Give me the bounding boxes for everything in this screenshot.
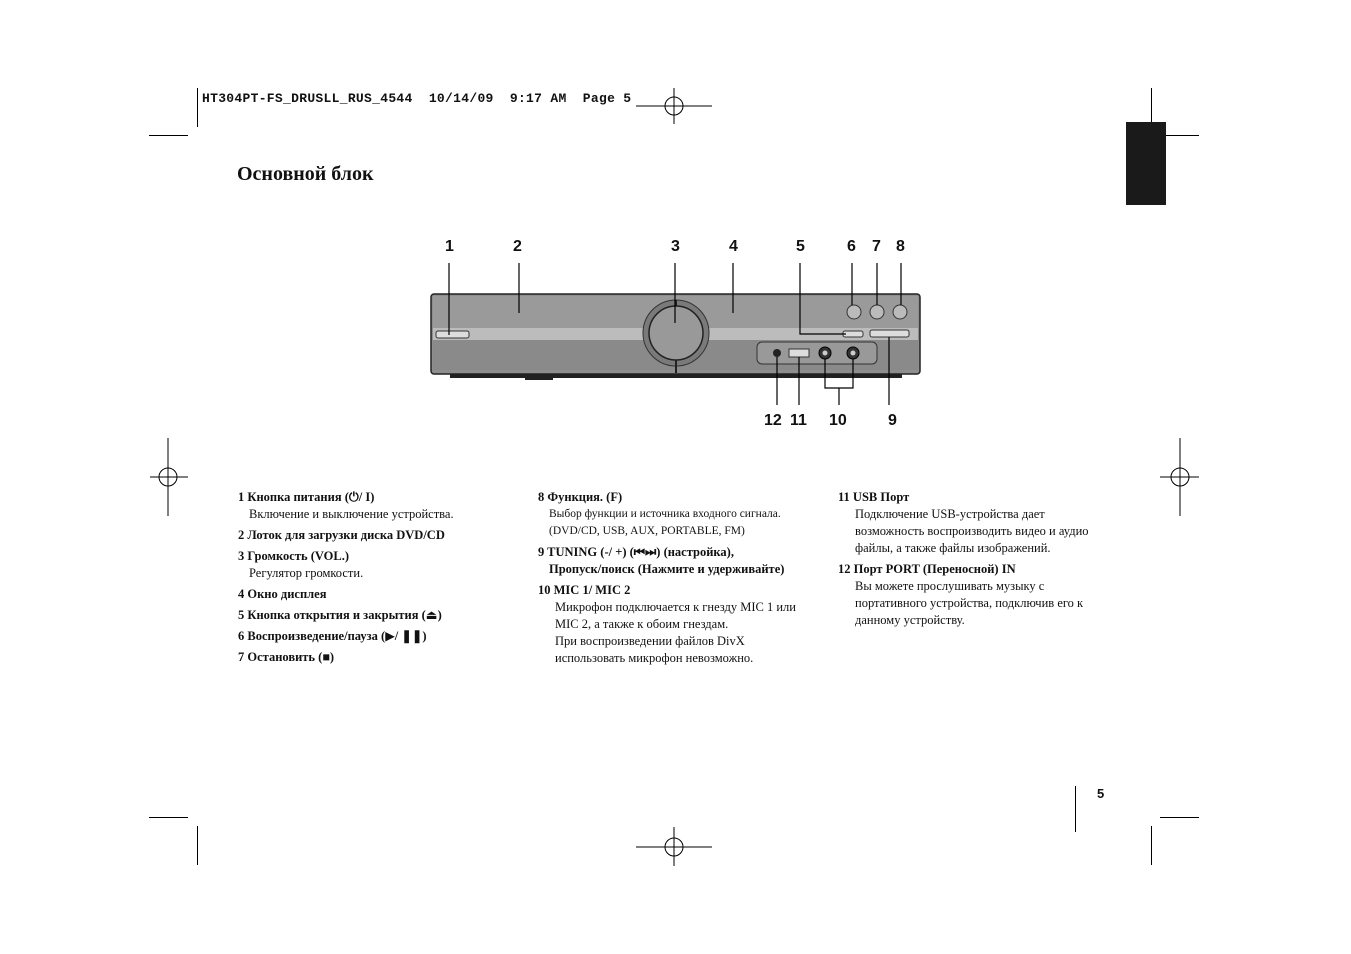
unit-base [450, 374, 902, 378]
callout-2: 2 [513, 238, 522, 255]
page-number: 5 [1097, 786, 1105, 801]
item-11: 11 USB Порт Подключение USB-устройства дает возможность воспроизводить видео и аудио файлы, а также файлы изображений. [838, 490, 1089, 555]
column-3 [838, 489, 1118, 633]
callout-1: 1 [445, 238, 454, 255]
port-in-jack [773, 349, 781, 357]
item-5: 5 Кнопка открытия и закрытия (⏏) [238, 608, 442, 622]
play-button-shape [847, 305, 861, 319]
function-button-shape [893, 305, 907, 319]
item-12: 12 Порт PORT (Переносной) IN Вы можете прослушивать музыку с портативного устройства, подключив его к данному устройству. [838, 562, 1084, 627]
item-2: 2 Лоток для загрузки диска DVD/CD [238, 528, 445, 542]
callout-12: 12 [764, 412, 782, 429]
callout-10: 10 [829, 412, 847, 429]
item-10: 10 MIC 1/ MIC 2 Микрофон подключается к гнезду MIC 1 или MIC 2, а также к обоим гнездам. При воспроизведении файлов DivX использовать микрофон невозможно. [538, 583, 796, 665]
callout-5: 5 [796, 238, 805, 255]
item-7: 7 Остановить (■) [238, 650, 335, 664]
callout-7: 7 [872, 238, 881, 255]
callout-8: 8 [896, 238, 905, 255]
section-tab [1126, 122, 1166, 205]
callout-9: 9 [888, 412, 897, 429]
callout-3: 3 [671, 238, 680, 255]
item-6: 6 Воспроизведение/пауза (▶/ ❚❚) [238, 629, 427, 643]
stop-button-shape [870, 305, 884, 319]
column-2 [538, 489, 833, 671]
usb-port-shape [789, 349, 809, 357]
item-3: 3 Громкость (VOL.) Регулятор громкости. [238, 549, 364, 580]
callout-4: 4 [729, 238, 738, 255]
callout-6: 6 [847, 238, 856, 255]
callout-11: 11 [790, 412, 807, 429]
main-unit-diagram [420, 255, 930, 405]
page-number-rule [1075, 786, 1076, 832]
item-4: 4 Окно дисплея [238, 587, 327, 601]
power-button-shape [436, 331, 469, 338]
column-1 [238, 489, 528, 670]
item-9: 9 TUNING (-/ +) (⏮⏭) (настройка), Пропуск/поиск (Нажмите и удерживайте) [538, 545, 785, 576]
item-8: 8 Функция. (F) Выбор функции и источника входного сигнала. (DVD/CD, USB, AUX, PORTABLE, FM) [538, 490, 781, 537]
page-title: Основной блок [237, 163, 374, 185]
tuning-button-shape [870, 330, 909, 337]
volume-knob [649, 306, 703, 360]
file-info-header: HT304PT-FS_DRUSLL_RUS_4544 10/14/09 9:17 AM Page 5 [202, 91, 632, 106]
item-1: 1 Кнопка питания (⏻/ I) Включение и выключение устройства. [238, 490, 454, 521]
